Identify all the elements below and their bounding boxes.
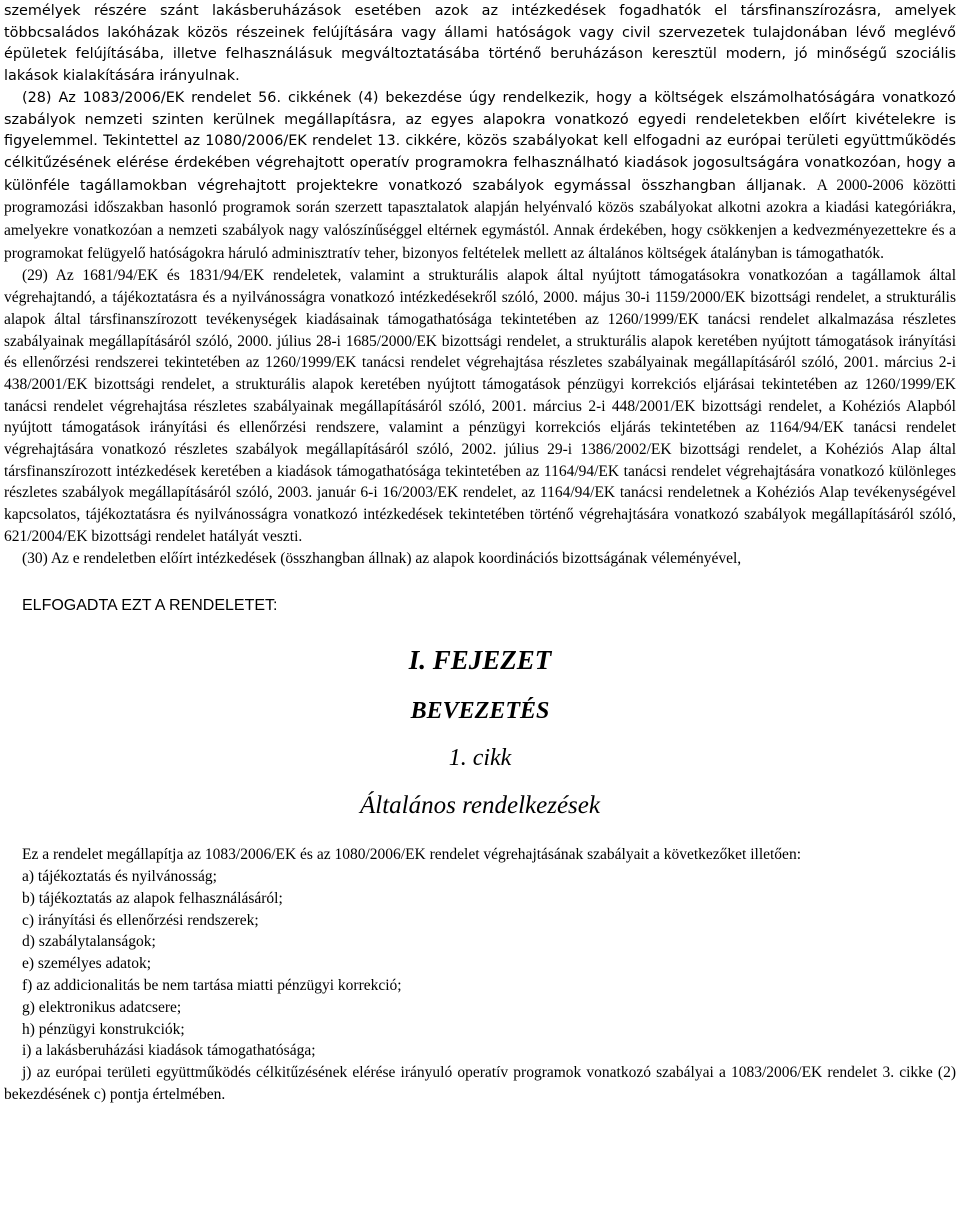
list-item: a) tájékoztatás és nyilvánosság; bbox=[22, 867, 217, 885]
paragraph-29: (29) Az 1681/94/EK és 1831/94/EK rendeletek, valamint a strukturális alapok által nyújtott támogatásokra vonatkozóan a tagállamok által végrehajtandó, a tájékoztatásra és a nyilvánosságra vonatkozó intézkedésekről szóló, 2000. május 30-i 1159/2000/EK bizottsági rendelet, a strukturális alapok által társfinanszírozott tevékenységek kiadásainak támogathatósága tekintetében az 1260/1999/EK tanácsi rendelet alkalmazása részletes szabályainak megállapításáról szóló, 2000. július 28-i 1685/2000/EK bizottsági rendelet, a strukturális alapok keretében nyújtott támogatások irányítási és ellenőrzési rendszerei tekintetében az 1260/1999/EK tanácsi rendelet végrehajtása részletes szabályainak megállapításáról szóló, 2001. március 2-i 438/2001/EK bizottsági rendelet, a strukturális alapok keretében nyújtott támogatások pénzügyi korrekciós eljárásai tekintetében az 1260/1999/EK tanácsi rendelet végrehajtása részletes szabályainak megállapításáról szóló, 2001. március 2-i 448/2001/EK bizottsági rendelet, a Kohéziós Alapból nyújtott támogatások irányítási és ellenőrzési rendszere, valamint a pénzügyi korrekciós eljárás tekintetében az 1164/94/EK tanácsi rendelet végrehajtására vonatkozó részletes szabályok megállapításáról szóló, 2002. július 29-i 1386/2002/EK bizottsági rendelet, a Kohéziós Alap által társfinanszírozott intézkedések keretében a kiadások támogathatósága tekintetében az 1164/94/EK tanácsi rendelet végrehajtására vonatkozó különleges részletes szabályok megállapításáról szóló, 2003. január 6-i 16/2003/EK rendelet, az 1164/94/EK tanácsi rendeletnek a Kohéziós Alap tevékenységével kapcsolatos, tájékoztatásra és nyilvánosságra vonatkozó intézkedések tekintetében történő végrehajtására vonatkozó szabályok megállapításáról szóló, 621/2004/EK bizottsági rendelet hatályát veszti. bbox=[4, 267, 956, 545]
adoption-statement: ELFOGADTA EZT A RENDELETET: bbox=[22, 597, 278, 615]
paragraph-30: (30) Az e rendeletben előírt intézkedések (összhangban állnak) az alapok koordinációs bizottságának véleményével, bbox=[22, 549, 742, 567]
paragraph-intro: személyek részére szánt lakásberuházások esetében azok az intézkedések fogadhatók el társfinanszírozásra, amelyek többcsaládos lakóházak közös részeinek felújítására vagy állami hatóságok vagy civil szervezetek tulajdonában lévő meglévő épületek felújításába, illetve felhasználásuk megváltoztatásába történő beruházáson keresztül modern, jó minőségű szociális lakások kialakítására irányulnak. bbox=[4, 3, 956, 85]
list-item: f) az addicionalitás be nem tartása miatti pénzügyi korrekció; bbox=[22, 976, 402, 994]
paragraph-28-text: (28) Az 1083/2006/EK rendelet 56. cikkének (4) bekezdése úgy rendelkezik, hogy a költségek elszámolhatóságára vonatkozó szabályok nemzeti szinten kerülnek megállapításra, az egyes alapokra vonatkozó egyedi rendeletekben előírt kivételekre is figyelemmel. Tekintettel az 1080/2006/EK rendelet 13. cikkére, közös szabályokat kell elfogadni az európai területi együttműködés célkitűzésének elérése érdekében végrehajtott operatív programokra felhasználható kiadások jogosultságára vonatkozóan, hogy a különféle tagállamokban végrehajtott projektekre vonatkozó szabályok egymással összhangban álljanak. bbox=[4, 89, 956, 194]
list-item: c) irányítási és ellenőrzési rendszerek; bbox=[22, 911, 259, 929]
article-number: 1. cikk bbox=[448, 745, 512, 772]
list-item: b) tájékoztatás az alapok felhasználásáról; bbox=[22, 889, 283, 907]
list-item-last: j) az európai területi együttműködés célkitűzésének elérése irányuló operatív programok vonatkozó szabályai a 1083/2006/EK rendelet 3. cikke (2) bekezdésének c) pontja értelmében. bbox=[4, 1064, 956, 1103]
chapter-title: I. FEJEZET bbox=[408, 645, 552, 676]
article-title: Általános rendelkezések bbox=[360, 792, 600, 820]
paragraph-28-continuation: A 2000-2006 közötti programozási időszakban hasonló programok során szerzett tapasztalatok alapján helyénvaló közös szabályokat alkotni azokra a kiadási kategóriákra, amelyekre vonatkozóan a nemzeti szabályok nagy valószínűséggel eltérnek egymástól. Annak érdekében, hogy csökkenjen a kedvezményezettekre és a programokat felügyelő hatóságokra háruló adminisztratív teher, bizonyos feltételek mellett az általános költségek átalányban is támogathatók. bbox=[4, 176, 957, 262]
paragraph-28 bbox=[4, 88, 956, 266]
list-item: g) elektronikus adatcsere; bbox=[22, 998, 182, 1016]
article-intro: Ez a rendelet megállapítja az 1083/2006/EK és az 1080/2006/EK rendelet végrehajtásának szabályait a következőket illetően: bbox=[22, 846, 801, 864]
list-item: e) személyes adatok; bbox=[22, 955, 152, 973]
list-item: h) pénzügyi konstrukciók; bbox=[22, 1020, 185, 1038]
chapter-subtitle: BEVEZETÉS bbox=[410, 698, 550, 725]
list-item: i) a lakásberuházási kiadások támogathatósága; bbox=[22, 1042, 316, 1060]
list-item: d) szabálytalanságok; bbox=[22, 933, 156, 951]
provisions-list bbox=[4, 866, 956, 1062]
